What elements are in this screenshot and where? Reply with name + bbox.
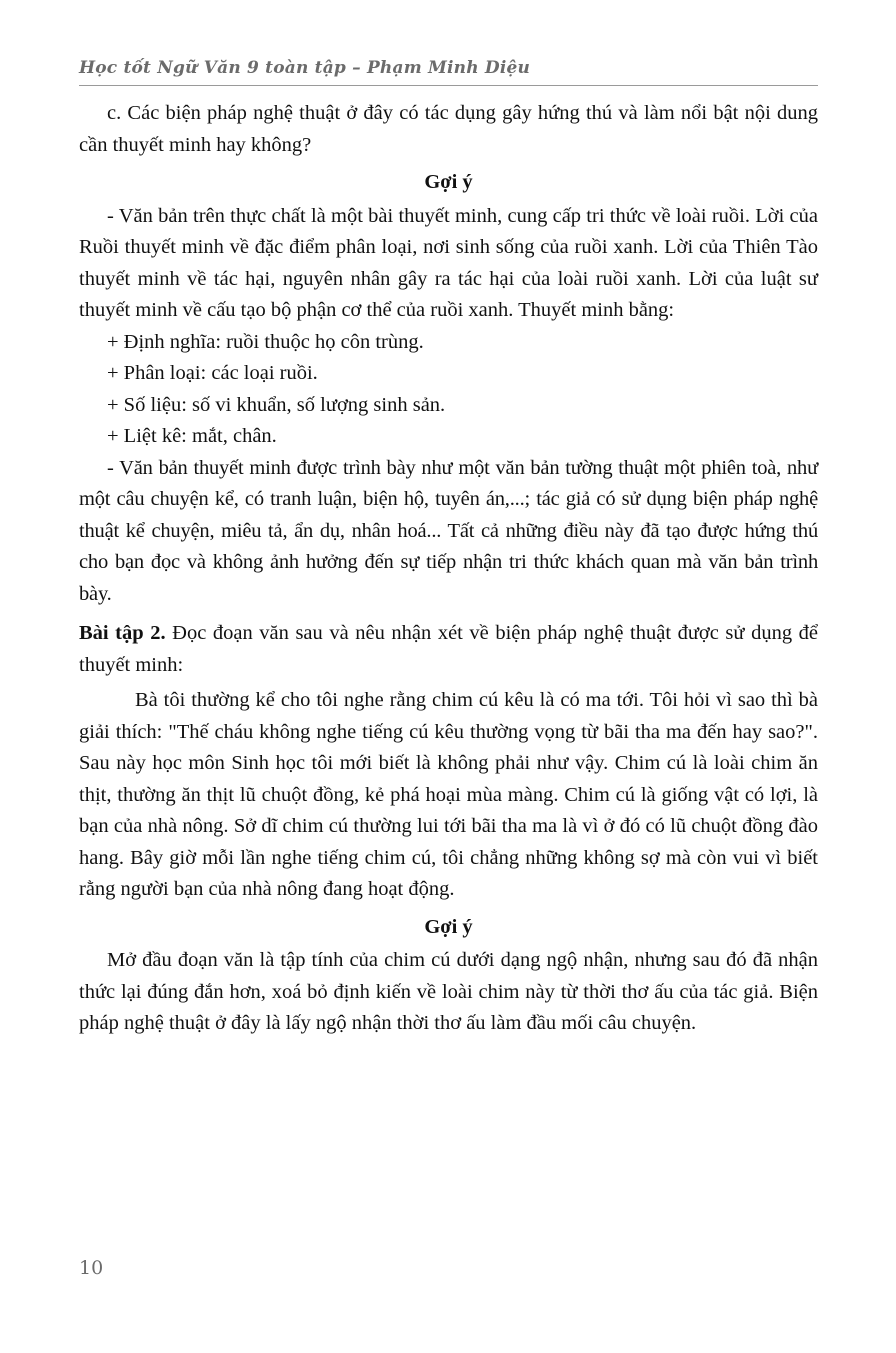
bullet-item: + Phân loại: các loại ruồi. — [107, 362, 318, 384]
header-divider — [79, 85, 818, 86]
hint-paragraph: - Văn bản thuyết minh được trình bày như một văn bản tường thuật một phiên toà, như một câu chuyện kể, có tranh luận, biện hộ, tuyên án,...; tác giả có sử dụng biện pháp nghệ thuật kể chuyện, miêu tả, ẩn dụ, nhân hoá... Tất cả những điều này đã tạo được hứng thú cho bạn đọc và không ảnh hưởng đến sự tiếp nhận tri thức khách quan mà văn bản trình bày. — [79, 456, 818, 605]
bullet-item: + Số liệu: số vi khuẩn, số lượng sinh sản. — [107, 393, 446, 416]
page-body — [79, 98, 818, 1040]
hint-paragraph: - Văn bản trên thực chất là một bài thuyết minh, cung cấp tri thức về loài ruồi. Lời của Ruồi thuyết minh về đặc điểm phân loại, nơi sinh sống của ruồi xanh. Lời của Thiên Tào thuyết minh về tác hại, nguyên nhân gây ra tác hại của loài ruồi xanh. Lời của luật sư thuyết minh về cấu tạo bộ phận cơ thể của ruồi xanh. Thuyết minh bằng: — [79, 204, 818, 321]
bullet-item: + Liệt kê: mắt, chân. — [107, 425, 277, 447]
exercise-text: Đọc đoạn văn sau và nêu nhận xét về biện pháp nghệ thuật được sử dụng để thuyết minh: — [79, 622, 818, 676]
quoted-passage: Bà tôi thường kể cho tôi nghe rằng chim cú kêu là có ma tới. Tôi hỏi vì sao thì bà giải thích: "Thế cháu không nghe tiếng cú kêu thường vọng từ bãi tha ma đến hay sao?". Sau này học môn Sinh học tôi mới biết là không phải như vậy. Chim cú là loài chim ăn thịt, thường ăn thịt lũ chuột đồng, kẻ phá hoại mùa màng. Chim cú là giống vật có lợi, là bạn của nhà nông. Sở dĩ chim cú thường lui tới bãi tha ma là vì ở đó có lũ chuột đồng đào hang. Bây giờ mỗi lần nghe tiếng chim cú, tôi chẳng những không sợ mà còn vui vì biết rằng người bạn của nhà nông đang hoạt động. — [79, 689, 818, 900]
bullet-item: + Định nghĩa: ruồi thuộc họ côn trùng. — [107, 330, 424, 353]
exercise-prompt — [79, 618, 818, 681]
hint-heading: Gợi ý — [424, 171, 473, 193]
hint-paragraph: Mở đầu đoạn văn là tập tính của chim cú dưới dạng ngộ nhận, nhưng sau đó đã nhận thức lại đúng đắn hơn, xoá bỏ định kiến về loài chim này từ thời thơ ấu của tác giả. Biện pháp nghệ thuật ở đây là lấy ngộ nhận thời thơ ấu làm đầu mối câu chuyện. — [79, 949, 818, 1034]
hint-heading: Gợi ý — [424, 915, 473, 938]
exercise-label: Bài tập 2. — [79, 622, 166, 644]
running-header: Học tốt Ngữ Văn 9 toàn tập – Phạm Minh Diệu — [79, 58, 531, 78]
page-number: 10 — [79, 1257, 104, 1279]
question-c: c. Các biện pháp nghệ thuật ở đây có tác dụng gây hứng thú và làm nổi bật nội dung cần thuyết minh hay không? — [79, 102, 818, 156]
